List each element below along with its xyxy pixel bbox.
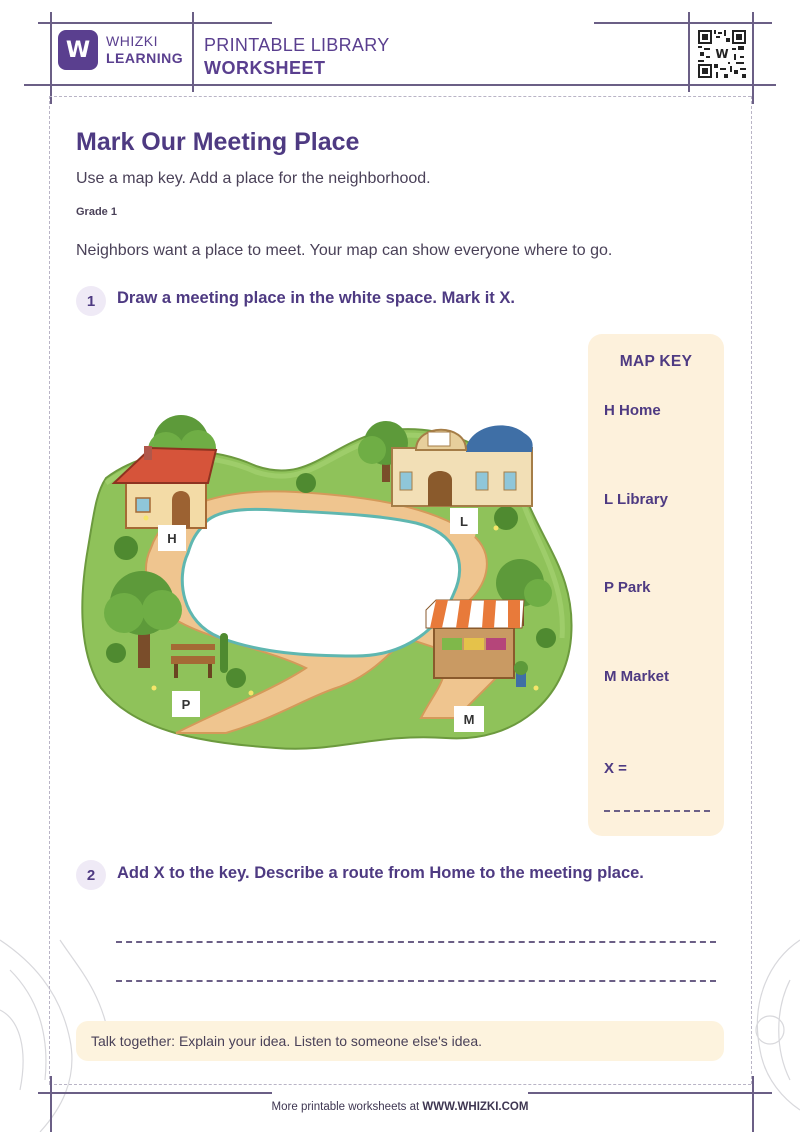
footer-prefix: More printable worksheets at: [271, 1101, 420, 1113]
header-title: [204, 34, 390, 80]
brand-logo[interactable]: [58, 30, 183, 70]
brand-name-top: WHIZKI: [106, 33, 158, 49]
worksheet-title: Mark Our Meeting Place: [76, 128, 360, 156]
question-1-number: 1: [76, 286, 106, 316]
map-label-home-text: H: [167, 531, 177, 546]
map-key-item-library: L Library: [604, 491, 668, 508]
worksheet-subtitle: Use a map key. Add a place for the neighborhood.: [76, 170, 431, 187]
border-dashed-left: [49, 96, 50, 1084]
map-label-library-text: L: [460, 514, 468, 529]
header-rule-bottom: [24, 84, 776, 86]
header-divider-left: [50, 12, 52, 104]
header-title-bottom: WORKSHEET: [204, 58, 326, 78]
question-1-text: Draw a meeting place in the white space. Mark it X.: [117, 289, 515, 307]
map-key-item-x: X =: [604, 760, 627, 777]
answer-line-2[interactable]: [116, 980, 716, 982]
map-label-market: [454, 706, 484, 732]
answer-line-1[interactable]: [116, 941, 716, 943]
footer-site-link[interactable]: WWW.WHIZKI.COM: [422, 1101, 529, 1113]
market-stall-icon: [426, 600, 528, 687]
qr-code[interactable]: [698, 30, 746, 78]
map-label-park-text: P: [181, 697, 191, 712]
neighborhood-map: [76, 388, 576, 760]
map-label-home: [158, 525, 186, 551]
header-divider-mid: [192, 12, 194, 92]
map-key-panel: [588, 334, 724, 836]
map-key-item-market: M Market: [604, 668, 670, 685]
footer: [0, 1101, 800, 1113]
map-key-item-park: P Park: [604, 579, 651, 596]
decorative-sketch: [0, 900, 120, 1132]
house-icon: [114, 446, 216, 528]
header-title-top: PRINTABLE LIBRARY: [204, 35, 390, 55]
question-2-number: 2: [76, 860, 106, 890]
header-rule-top-right: [594, 22, 772, 24]
border-dashed-right: [751, 96, 752, 1084]
map-label-library: [450, 508, 478, 534]
border-dashed-top: [49, 96, 751, 97]
map-key-item-home: H Home: [604, 402, 661, 419]
map-label-park: [172, 691, 200, 717]
talk-together-box: [76, 1021, 724, 1061]
header-divider-far-right: [752, 12, 754, 104]
border-dashed-bottom: [49, 1084, 751, 1085]
decorative-sketch: [690, 920, 800, 1120]
logo-letter: W: [65, 37, 91, 63]
footer-rule-right: [528, 1092, 772, 1094]
brand-name-bottom: LEARNING: [106, 50, 184, 66]
map-label-market-text: M: [463, 712, 475, 727]
header-divider-right: [688, 12, 690, 92]
question-2-text: Add X to the key. Describe a route from Home to the meeting place.: [117, 864, 644, 882]
logo-mark: [58, 30, 98, 70]
map-key-x-answer-line[interactable]: [604, 810, 710, 812]
svg-text:W: W: [715, 47, 729, 61]
header-rule-top-left: [38, 22, 272, 24]
talk-together-text: Talk together: Explain your idea. Listen to someone else's idea.: [91, 1033, 483, 1049]
footer-rule-left: [38, 1092, 272, 1094]
map-key-title: MAP KEY: [619, 353, 693, 370]
intro-text: Neighbors want a place to meet. Your map can show everyone where to go.: [76, 242, 613, 259]
grade-label: Grade 1: [76, 206, 117, 218]
